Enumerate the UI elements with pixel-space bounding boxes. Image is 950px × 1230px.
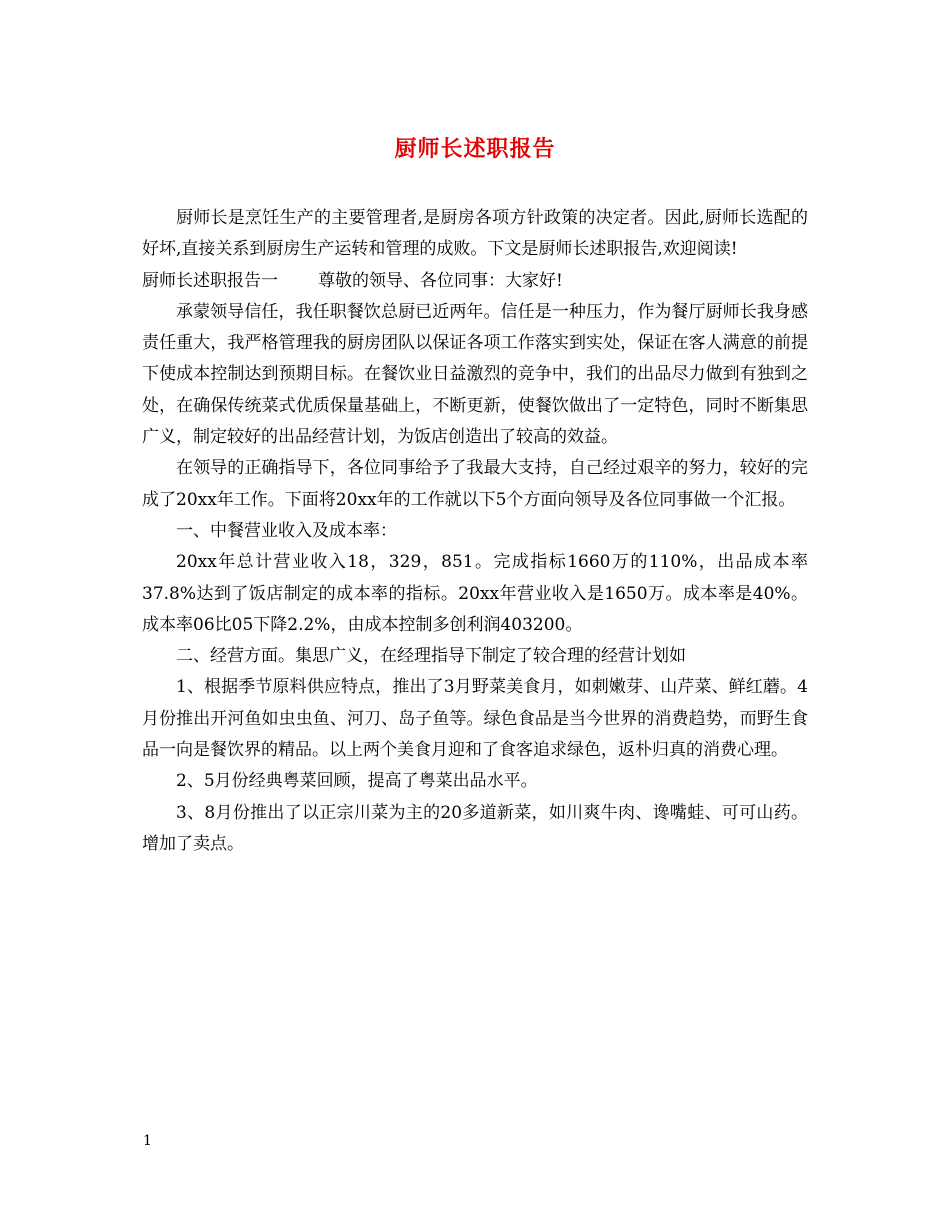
salutation: 尊敬的领导、各位同事：大家好! — [318, 270, 563, 291]
report-label: 厨师长述职报告一 — [142, 270, 278, 291]
section-heading: 二、经营方面。集思广义，在经理指导下制定了较合理的经营计划如 — [176, 646, 686, 667]
list-item: 3、8月份推出了以正宗川菜为主的20多道新菜，如川爽牛肉、谗嘴蛙、可可山药。增加了卖点。 — [142, 802, 808, 854]
body-paragraph: 承蒙领导信任，我任职餐饮总厨已近两年。信任是一种压力，作为餐厅厨师长我身感责任重大，我严格管理我的厨房团队以保证各项工作落实到实处，保证在客人满意的前提下使成本控制达到预期目标。在餐饮业日益激烈的竞争中，我们的出品尽力做到有独到之处，在确保传统菜式优质保量基础上，不断更新，使餐饮做出了一定特色，同时不断集思广义，制定较好的出品经营计划，为饭店创造出了较高的效益。 — [142, 301, 808, 448]
page-number: 1 — [143, 1133, 152, 1149]
body-paragraph: 在领导的正确指导下，各位同事给予了我最大支持，自己经过艰辛的努力，较好的完成了20xx年工作。下面将20xx年的工作就以下5个方面向领导及各位同事做一个汇报。 — [142, 458, 808, 510]
list-item: 1、根据季节原料供应特点，推出了3月野菜美食月，如刺嫩芽、山芹菜、鲜红蘑。4月份推出开河鱼如虫虫鱼、河刀、岛子鱼等。绿色食品是当今世界的消费趋势，而野生食品一向是餐饮界的精品。以上两个美食月迎和了食客追求绿色，返朴归真的消费心理。 — [142, 677, 808, 761]
report-heading-line — [142, 266, 808, 297]
section-heading: 一、中餐营业收入及成本率： — [176, 520, 397, 541]
body-paragraph: 20xx年总计营业收入18，329，851。完成指标1660万的110%，出品成本率37.8%达到了饭店制定的成本率的指标。20xx年营业收入是1650万。成本率是40%。成本率06比05下降2.2%，由成本控制多创利润403200。 — [142, 552, 808, 635]
list-item: 2、5月份经典粤菜回顾，提高了粤菜出品水平。 — [176, 771, 538, 792]
document-body — [142, 203, 808, 860]
intro-paragraph: 厨师长是烹饪生产的主要管理者,是厨房各项方针政策的决定者。因此,厨师长选配的好坏,直接关系到厨房生产运转和管理的成败。下文是厨师长述职报告,欢迎阅读! — [142, 208, 808, 260]
document-title: 厨师长述职报告 — [394, 136, 556, 162]
